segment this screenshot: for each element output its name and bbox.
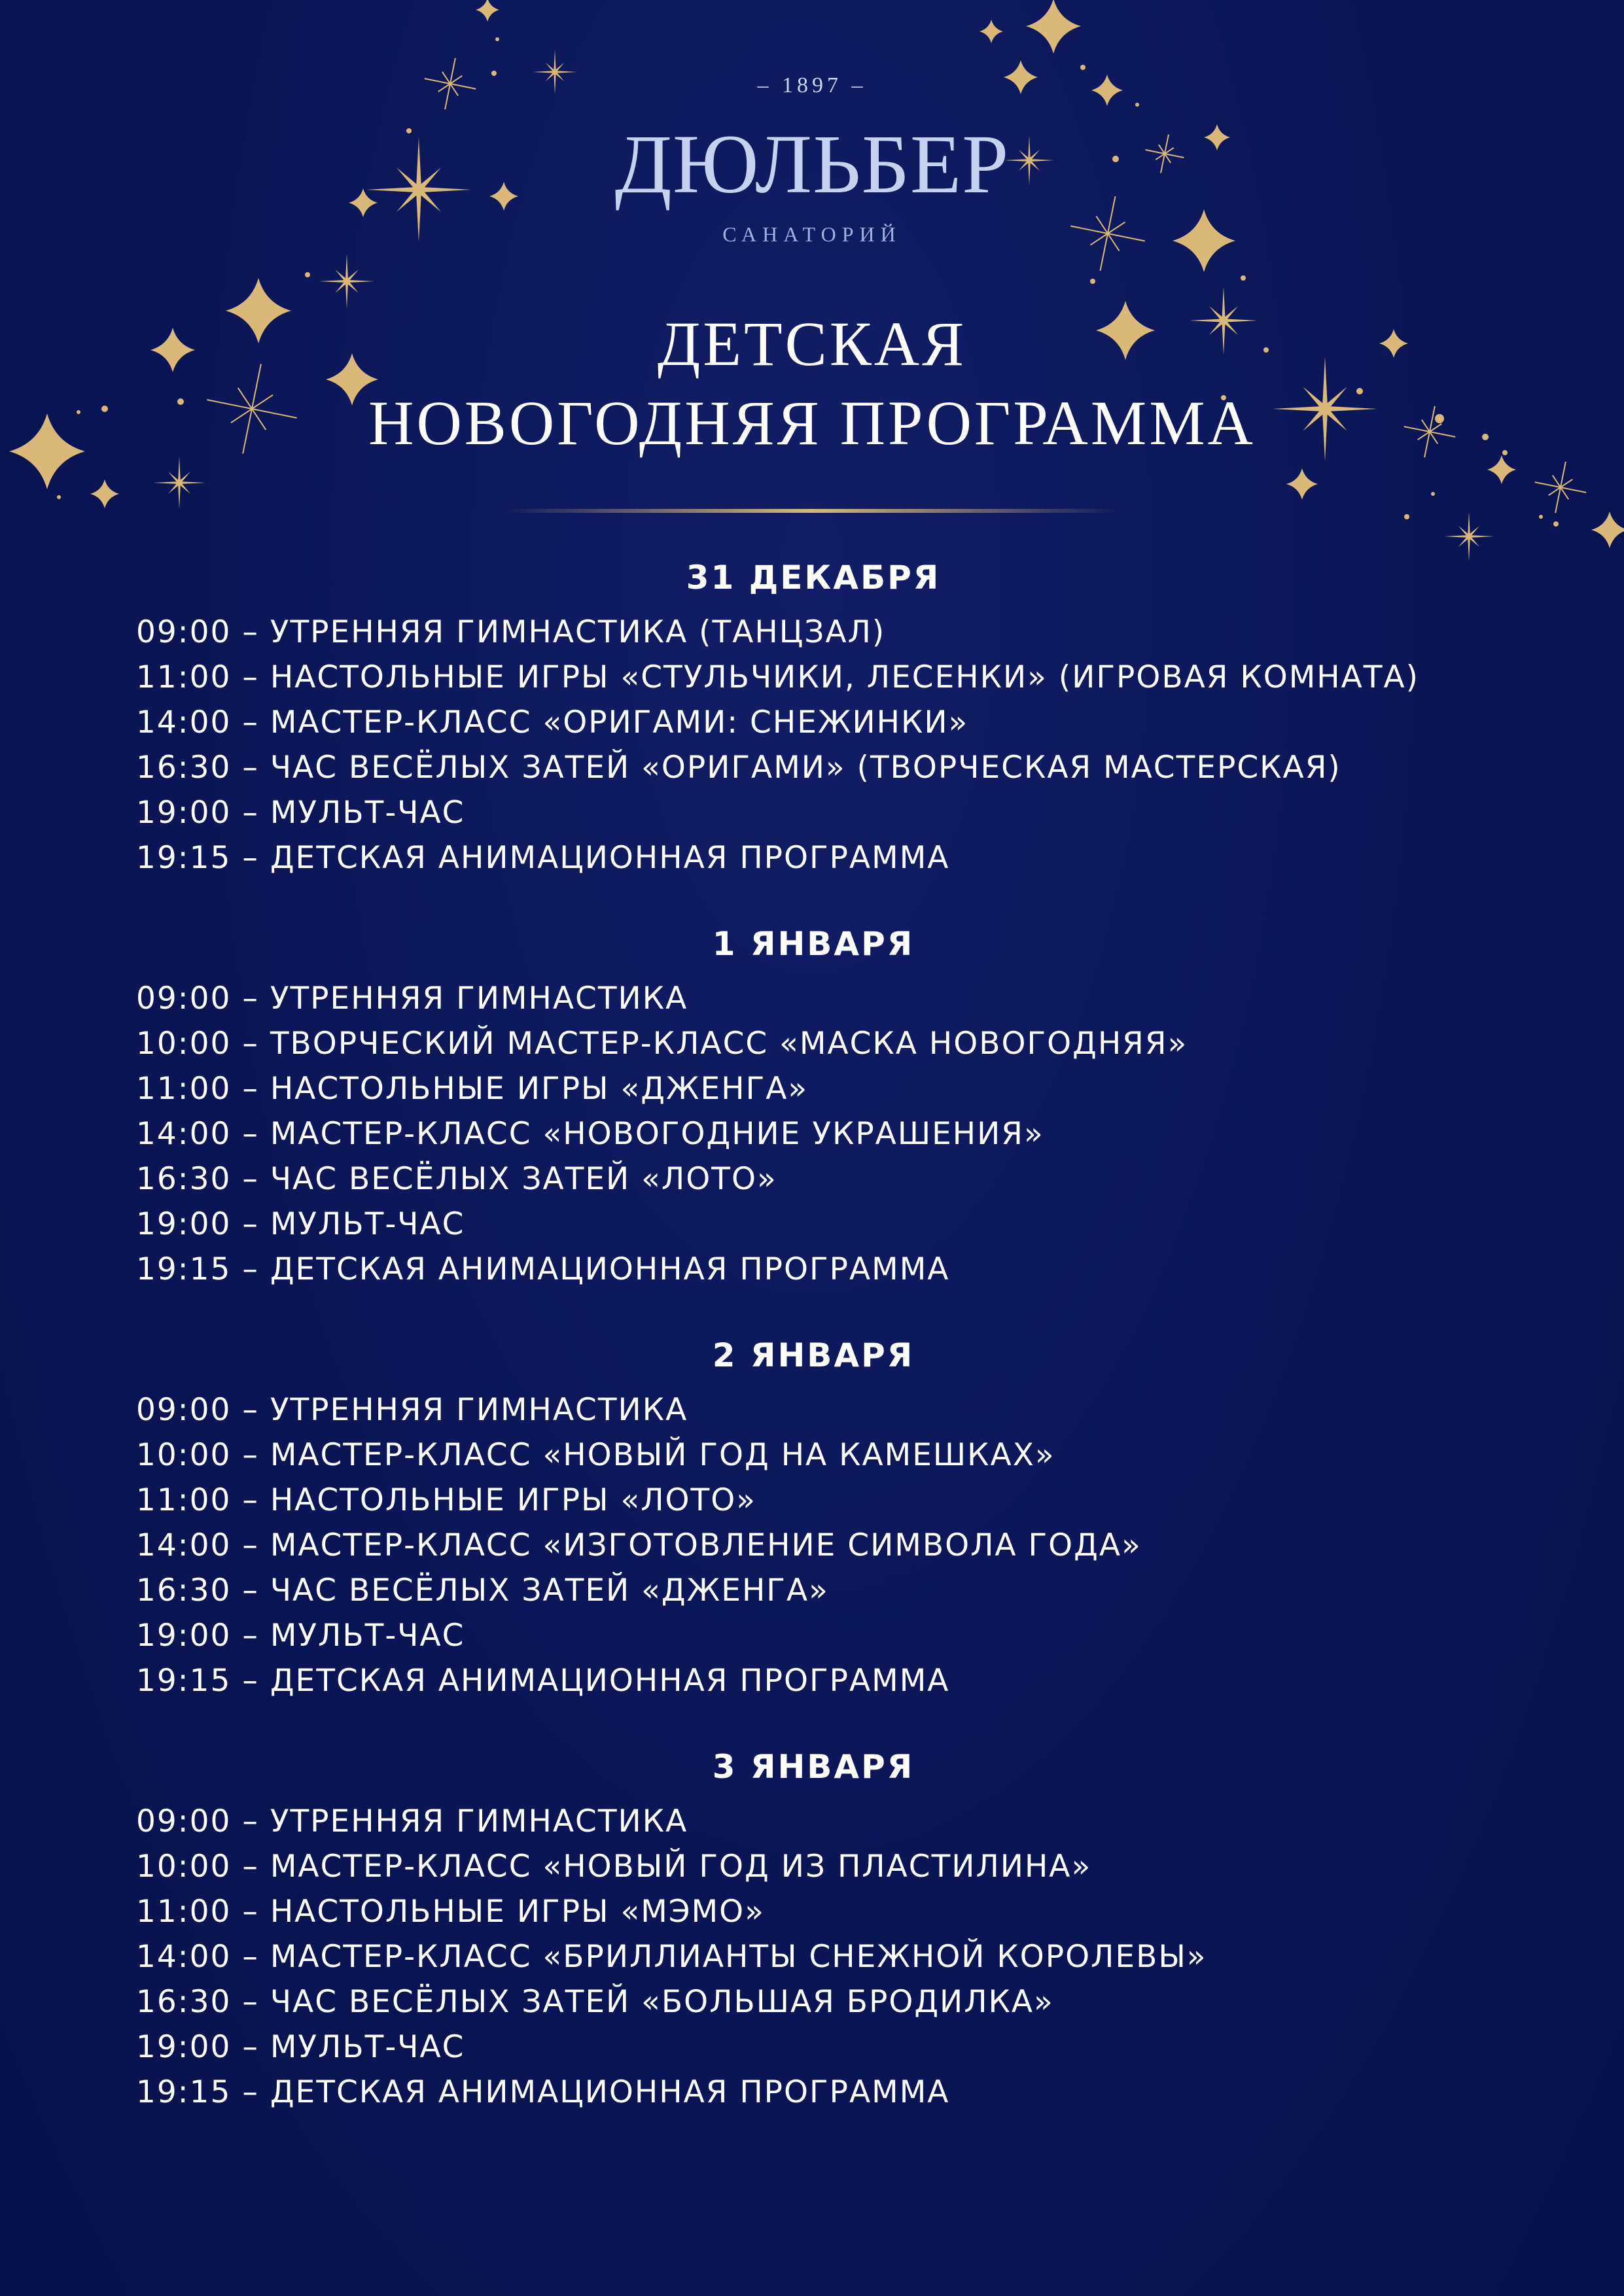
event-item: 09:00 – УТРЕННЯЯ ГИМНАСТИКА (ТАНЦЗАЛ) <box>136 614 886 650</box>
star-dot-icon <box>1135 103 1139 107</box>
event-item: 10:00 – ТВОРЧЕСКИЙ МАСТЕР-КЛАСС «МАСКА НОВОГОДНЯЯ» <box>136 1026 1188 1062</box>
sparkle-star-icon <box>1487 455 1516 484</box>
star-dot-icon <box>1539 515 1543 519</box>
star-icon <box>1444 512 1494 561</box>
event-item: 09:00 – УТРЕННЯЯ ГИМНАСТИКА <box>136 1803 688 1839</box>
event-item: 19:00 – МУЛЬТ-ЧАС <box>136 1618 465 1654</box>
event-item: 19:00 – МУЛЬТ-ЧАС <box>136 1206 465 1242</box>
day-title: 3 ЯНВАРЯ <box>712 1748 915 1786</box>
star-icon <box>319 254 374 309</box>
brand-logo-subtitle: САНАТОРИЙ <box>722 222 902 246</box>
event-item: 14:00 – МАСТЕР-КЛАСС «ИЗГОТОВЛЕНИЕ СИМВОЛА ГОДА» <box>136 1527 1142 1563</box>
event-item: 16:30 – ЧАС ВЕСЁЛЫХ ЗАТЕЙ «ЛОТО» <box>136 1161 777 1197</box>
event-item: 11:00 – НАСТОЛЬНЫЕ ИГРЫ «ДЖЕНГА» <box>136 1071 809 1107</box>
day-title: 1 ЯНВАРЯ <box>712 925 915 963</box>
event-item: 16:30 – ЧАС ВЕСЁЛЫХ ЗАТЕЙ «ОРИГАМИ» (ТВОРЧЕСКАЯ МАСТЕРСКАЯ) <box>136 750 1341 786</box>
event-item: 11:00 – НАСТОЛЬНЫЕ ИГРЫ «МЭМО» <box>136 1894 765 1930</box>
day-section <box>136 921 1491 1292</box>
event-item: 09:00 – УТРЕННЯЯ ГИМНАСТИКА <box>136 981 688 1017</box>
event-item: 19:15 – ДЕТСКАЯ АНИМАЦИОННАЯ ПРОГРАММА <box>136 2074 950 2110</box>
event-item: 10:00 – МАСТЕР-КЛАСС «НОВЫЙ ГОД НА КАМЕШКАХ» <box>136 1437 1055 1473</box>
day-section <box>136 555 1491 880</box>
event-item: 16:30 – ЧАС ВЕСЁЛЫХ ЗАТЕЙ «ДЖЕНГА» <box>136 1573 829 1609</box>
sparkle-star-icon <box>90 479 119 508</box>
star-dot-icon <box>495 37 499 41</box>
star-dot-icon <box>1404 514 1409 519</box>
event-item: 19:00 – МУЛЬТ-ЧАС <box>136 2029 465 2065</box>
event-item: 19:00 – МУЛЬТ-ЧАС <box>136 795 465 831</box>
event-item: 11:00 – НАСТОЛЬНЫЕ ИГРЫ «ЛОТО» <box>136 1482 756 1518</box>
event-item: 19:15 – ДЕТСКАЯ АНИМАЦИОННАЯ ПРОГРАММА <box>136 1251 950 1287</box>
brand-logo-name: ДЮЛЬБЕР <box>614 118 1010 211</box>
event-item: 19:15 – ДЕТСКАЯ АНИМАЦИОННАЯ ПРОГРАММА <box>136 1663 950 1699</box>
page-title-line-1: ДЕТСКАЯ <box>657 309 967 379</box>
event-item: 14:00 – МАСТЕР-КЛАСС «ОРИГАМИ: СНЕЖИНКИ» <box>136 704 969 740</box>
day-title: 2 ЯНВАРЯ <box>712 1336 915 1374</box>
brand-year <box>0 73 1624 98</box>
sparkle-star-icon <box>476 0 499 22</box>
star-burst-icon <box>1535 462 1586 513</box>
star-dot-icon <box>305 272 310 277</box>
event-item: 11:00 – НАСТОЛЬНЫЕ ИГРЫ «СТУЛЬЧИКИ, ЛЕСЕНКИ» (ИГРОВАЯ КОМНАТА) <box>136 659 1419 695</box>
star-icon <box>153 457 205 509</box>
star-dot-icon <box>1431 492 1435 496</box>
event-item: 14:00 – МАСТЕР-КЛАСС «БРИЛЛИАНТЫ СНЕЖНОЙ КОРОЛЕВЫ» <box>136 1939 1207 1975</box>
event-item: 19:15 – ДЕТСКАЯ АНИМАЦИОННАЯ ПРОГРАММА <box>136 840 950 876</box>
title-divider <box>504 509 1119 513</box>
brand-year-dash-left: – <box>757 73 782 97</box>
sparkle-star-icon <box>1591 512 1624 548</box>
star-dot-icon <box>1090 279 1095 284</box>
sparkle-star-icon <box>1286 468 1318 500</box>
star-dot-icon <box>1241 275 1246 281</box>
event-item: 16:30 – ЧАС ВЕСЁЛЫХ ЗАТЕЙ «БОЛЬШАЯ БРОДИЛКА» <box>136 1984 1054 2020</box>
schedule <box>136 555 1491 2155</box>
sparkle-star-icon <box>980 20 1003 43</box>
day-section <box>136 1744 1491 2115</box>
brand-year-text: 1897 <box>782 73 842 97</box>
star-dot-icon <box>1553 521 1559 527</box>
sparkle-star-icon <box>1026 0 1081 54</box>
star-dot-icon <box>57 495 61 499</box>
page-title-line-2: НОВОГОДНЯЯ ПРОГРАММА <box>368 388 1256 458</box>
day-title: 31 ДЕКАБРЯ <box>686 559 941 597</box>
event-item: 14:00 – МАСТЕР-КЛАСС «НОВОГОДНИЕ УКРАШЕНИЯ» <box>136 1116 1044 1152</box>
star-dot-icon <box>1080 65 1086 70</box>
event-item: 10:00 – МАСТЕР-КЛАСС «НОВЫЙ ГОД ИЗ ПЛАСТИЛИНА» <box>136 1849 1092 1885</box>
day-section <box>136 1332 1491 1703</box>
brand-year-dash-right: – <box>842 73 867 97</box>
event-item: 09:00 – УТРЕННЯЯ ГИМНАСТИКА <box>136 1392 688 1428</box>
